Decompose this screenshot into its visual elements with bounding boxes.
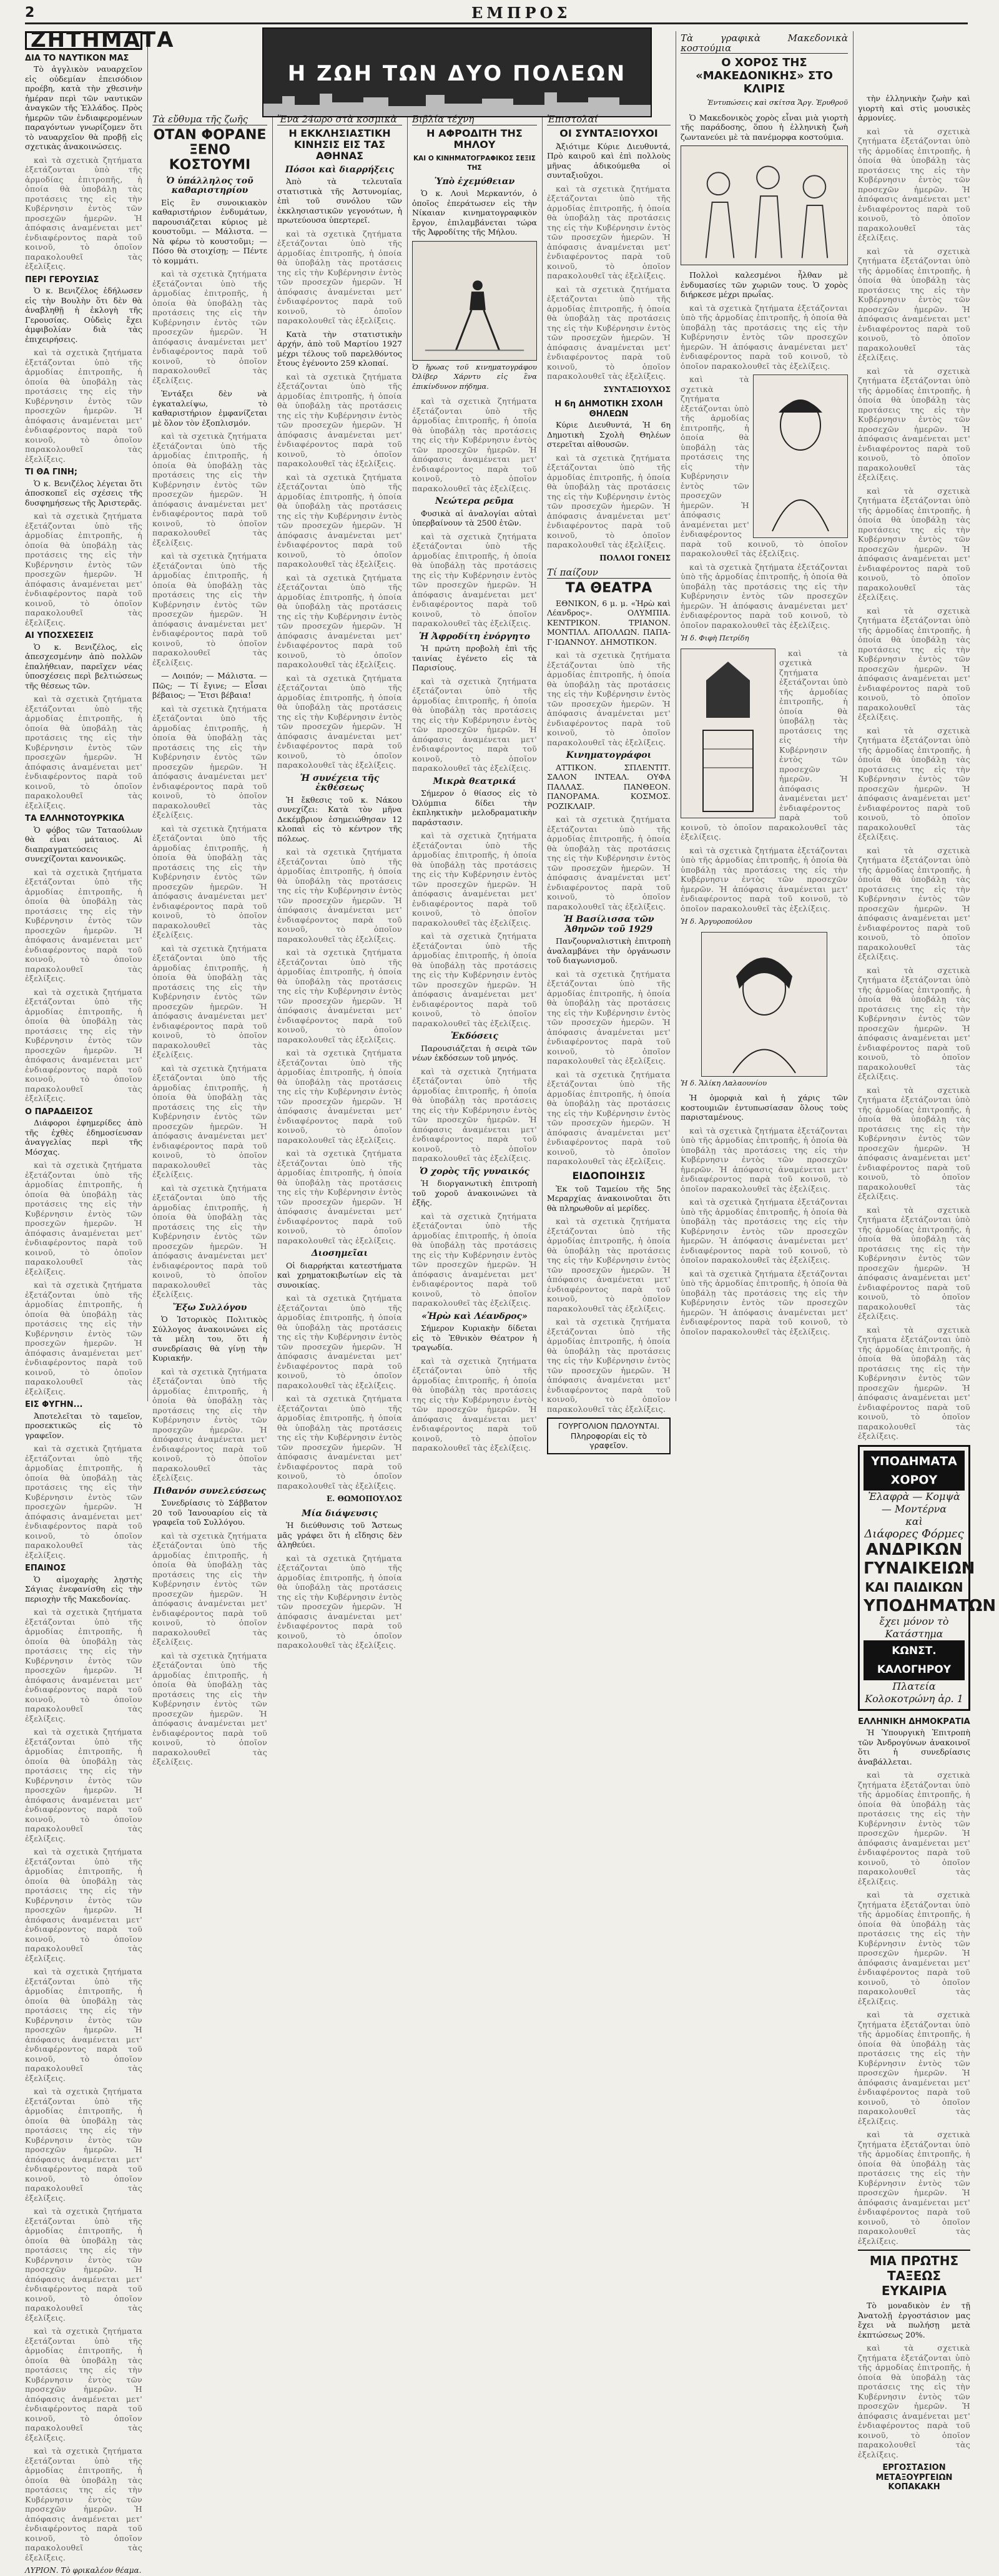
body-text: καὶ τὰ σχετικὰ ζητήματα ἐξετάζονται ὑπὸ τῆς ἁρμοδίας ἐπιτροπῆς, ἡ ὁποία θὰ ὑποβάλῃ τὰς προτάσεις της εἰς τὴν Κυβέρνησιν ἐντὸς τῶν προσεχῶν ἡμερῶν. Ἡ ἀπόφασις ἀναμένεται μετ' ἐνδιαφέροντος παρὰ τοῦ κοινοῦ, τὸ ὁποῖον παρακολουθεῖ τὰς ἐξελίξεις. bbox=[858, 246, 970, 362]
stilt-walker-icon bbox=[413, 242, 536, 360]
section-title: Ὁ ὑπάλληλος τοῦ καθαριστηρίου bbox=[166, 175, 253, 195]
article-credit: Ἐντυπώσεις καὶ σκίτσα Ἄργ. Ἐρυθροῦ bbox=[707, 98, 848, 107]
newspaper-name: ΕΜΠΡΟΣ bbox=[471, 4, 571, 22]
body-text: καὶ τὰ σχετικὰ ζητήματα ἐξετάζονται ὑπὸ τῆς ἁρμοδίας ἐπιτροπῆς, ἡ ὁποία θὰ ὑποβάλῃ τὰς προτάσεις της εἰς τὴν Κυβέρνησιν ἐντὸς τῶν προσεχῶν ἡμερῶν. Ἡ ἀπόφασις ἀναμένεται μετ' ἐνδιαφέροντος παρὰ τοῦ κοινοῦ, τὸ ὁποῖον παρακολουθεῖ τὰς ἐξελίξεις. bbox=[277, 948, 402, 1044]
body-text: καὶ τὰ σχετικὰ ζητήματα ἐξετάζονται ὑπὸ τῆς ἁρμοδίας ἐπιτροπῆς, ἡ ὁποία θὰ ὑποβάλῃ τὰς προτάσεις της εἰς τὴν Κυβέρνησιν ἐντὸς τῶν προσεχῶν ἡμερῶν. Ἡ ἀπόφασις ἀναμένεται μετ' ἐνδιαφέροντος παρὰ τοῦ κοινοῦ, τὸ ὁποῖον παρακολουθεῖ τὰς ἐξελίξεις. bbox=[412, 531, 537, 628]
section-header: ΖΗΤΗΜΑΤΑ bbox=[25, 31, 142, 50]
body-text: καὶ τὰ σχετικὰ ζητήματα ἐξετάζονται ὑπὸ τῆς ἁρμοδίας ἐπιτροπῆς, ἡ ὁποία θὰ ὑποβάλῃ τὰς προτάσεις της εἰς τὴν Κυβέρνησιν ἐντὸς τῶν προσεχῶν ἡμερῶν. Ἡ ἀπόφασις ἀναμένεται μετ' ἐνδιαφέροντος παρὰ τοῦ κοινοῦ, τὸ ὁποῖον παρακολουθεῖ τὰς ἐξελίξεις. bbox=[152, 1063, 267, 1179]
photo-caption: Ἡ δ. Ἀργυροπούλου bbox=[681, 917, 752, 926]
body-text: καὶ τὰ σχετικὰ ζητήματα ἐξετάζονται ὑπὸ τῆς ἁρμοδίας ἐπιτροπῆς, ἡ ὁποία θὰ ὑποβάλῃ τὰς προτάσεις της εἰς τὴν Κυβέρνησιν ἐντὸς τῶν προσεχῶν ἡμερῶν. Ἡ ἀπόφασις ἀναμένεται μετ' ἐνδιαφέροντος παρὰ τοῦ κοινοῦ, τὸ ὁποῖον παρακολουθεῖ τὰς ἐξελίξεις. bbox=[858, 2130, 970, 2246]
body-text: καὶ τὰ σχετικὰ ζητήματα ἐξετάζονται ὑπὸ τῆς ἁρμοδίας ἐπιτροπῆς, ἡ ὁποία θὰ ὑποβάλῃ τὰς προτάσεις της εἰς τὴν Κυβέρνησιν ἐντὸς τῶν προσεχῶν ἡμερῶν. Ἡ ἀπόφασις ἀναμένεται μετ' ἐνδιαφέροντος παρὰ τοῦ κοινοῦ, τὸ ὁποῖον παρακολουθεῖ τὰς ἐξελίξεις. bbox=[277, 572, 402, 669]
ad-address: Πλατεία Κολοκοτρώνη ἀρ. 1 bbox=[865, 1680, 963, 1705]
body-text: Πανζουρναλιστικὴ ἐπιτροπὴ ἀναλαμβάνει τὴν ὀργάνωσιν τοῦ διαγωνισμοῦ. bbox=[547, 936, 671, 965]
body-text: Κύριε Διευθυντά, Ἡ 6η Δημοτικὴ Σχολὴ Θηλέων στερεῖται αἰθουσῶν. bbox=[547, 420, 671, 449]
body-text: καὶ τὰ σχετικὰ ζητήματα ἐξετάζονται ὑπὸ τῆς ἁρμοδίας ἐπιτροπῆς, ἡ ὁποία θὰ ὑποβάλῃ τὰς προτάσεις της εἰς τὴν Κυβέρνησιν ἐντὸς τῶν προσεχῶν ἡμερῶν. Ἡ ἀπόφασις ἀναμένεται μετ' ἐνδιαφέροντος παρὰ τοῦ κοινοῦ, τὸ ὁποῖον παρακολουθεῖ τὰς ἐξελίξεις. bbox=[277, 1148, 402, 1245]
column-6 bbox=[681, 31, 848, 1401]
body-text: καὶ τὰ σχετικὰ ζητήματα ἐξετάζονται ὑπὸ τῆς ἁρμοδίας ἐπιτροπῆς, ἡ ὁποία θὰ ὑποβάλῃ τὰς προτάσεις της εἰς τὴν Κυβέρνησιν ἐντὸς τῶν προσεχῶν ἡμερῶν. Ἡ ἀπόφασις ἀναμένεται μετ' ἐνδιαφέροντος παρὰ τοῦ κοινοῦ, τὸ ὁποῖον παρακολουθεῖ τὰς ἐξελίξεις. bbox=[858, 1085, 970, 1201]
column-rule bbox=[272, 31, 273, 1401]
woman-portrait-icon bbox=[754, 375, 847, 537]
kicker: Ἐπιστολαί bbox=[547, 115, 671, 125]
body-text: Ἐντάξει δὲν νὰ ἐγκαταλείψω, τὸ καθαριστήριον ἐμφανίζεται μὲ ὅλον τὸν ἐξοπλισμόν. bbox=[152, 389, 267, 428]
section-title: Ὑπὸ ἐχεμύθειαν bbox=[434, 176, 515, 187]
article-title: ΜΙΑ ΠΡΩΤΗΣ ΤΑΞΕΩΣ ΕΥΚΑΙΡΙΑ bbox=[858, 2250, 970, 2298]
section-title: Ἔξω Συλλόγου bbox=[172, 1302, 247, 1313]
body-text: Παρουσιάζεται ἡ σειρὰ τῶν νέων ἐκδόσεων τοῦ μηνός. bbox=[412, 1043, 537, 1062]
item-text: Ὁ κ. Βενιζέλος λέγεται ὅτι ἀποσκοπεῖ εἰς σχέσεις τῆς δυσφημήσεως τῆς Ἀριστερᾶς. bbox=[25, 478, 142, 507]
body-text: Συνεδρίασις τὸ Σάββατον 20 τοῦ Ἰανουαρίου εἰς τὰ γραφεῖα τοῦ Συλλόγου. bbox=[152, 1498, 267, 1527]
body-text: καὶ τὰ σχετικὰ ζητήματα ἐξετάζονται ὑπὸ τῆς ἁρμοδίας ἐπιτροπῆς, ἡ ὁποία θὰ ὑποβάλῃ τὰς προτάσεις της εἰς τὴν Κυβέρνησιν ἐντὸς τῶν προσεχῶν ἡμερῶν. Ἡ ἀπόφασις ἀναμένεται μετ' ἐνδιαφέροντος παρὰ τοῦ κοινοῦ, τὸ ὁποῖον παρακολουθεῖ τὰς ἐξελίξεις. bbox=[25, 1847, 142, 1963]
section-title: «Ἡρὼ καὶ Λέανδρος» bbox=[421, 1311, 528, 1321]
body-text: καὶ τὰ σχετικὰ ζητήματα ἐξετάζονται ὑπὸ τῆς ἁρμοδίας ἐπιτροπῆς, ἡ ὁποία θὰ ὑποβάλῃ τὰς προτάσεις της εἰς τὴν Κυβέρνησιν ἐντὸς τῶν προσεχῶν ἡμερῶν. Ἡ ἀπόφασις ἀναμένεται μετ' ἐνδιαφέροντος παρὰ τοῦ κοινοῦ, τὸ ὁποῖον παρακολουθεῖ τὰς ἐξελίξεις. bbox=[25, 348, 142, 464]
body-text: Ἡ Ὑπουργικὴ Ἐπιτροπὴ τῶν Ἀνδρογύνων ἀνακοινοῖ ὅτι ἡ συνεδρίασις ἀναβάλλεται. bbox=[858, 1728, 970, 1766]
body-text: ΑΤΤΙΚΟΝ. ΣΠΛΕΝΤΙΤ. ΣΑΛΟΝ ΙΝΤΕΑΛ. ΟΥΦΑ ΠΑΛΛΑΣ. ΠΑΝΘΕΟΝ. ΠΑΝΟΡΑΜΑ. ΚΟΣΜΟΣ. ΡΟΖΙΚΛΑΙΡ. bbox=[547, 762, 671, 811]
dancers-sketch-icon bbox=[681, 146, 847, 265]
section-title: Πόσοι καὶ διαρρήξεις bbox=[285, 164, 395, 175]
body-text: καὶ τὰ σχετικὰ ζητήματα ἐξετάζονται ὑπὸ τῆς ἁρμοδίας ἐπιτροπῆς, ἡ ὁποία θὰ ὑποβάλῃ τὰς προτάσεις της εἰς τὴν Κυβέρνησιν ἐντὸς τῶν προσεχῶν ἡμερῶν. Ἡ ἀπόφασις ἀναμένεται μετ' ἐνδιαφέροντος παρὰ τοῦ κοινοῦ, τὸ ὁποῖον παρακολουθεῖ τὰς ἐξελίξεις. bbox=[681, 1197, 848, 1265]
body-text: καὶ τὰ σχετικὰ ζητήματα ἐξετάζονται ὑπὸ τῆς ἁρμοδίας ἐπιτροπῆς, ἡ ὁποία θὰ ὑποβάλῃ τὰς προτάσεις της εἰς τὴν Κυβέρνησιν ἐντὸς τῶν προσεχῶν ἡμερῶν. Ἡ ἀπόφασις ἀναμένεται μετ' ἐνδιαφέροντος παρὰ τοῦ κοινοῦ, τὸ ὁποῖον παρακολουθεῖ τὰς ἐξελίξεις. bbox=[858, 965, 970, 1081]
article-title: ΤΑ ΘΕΑΤΡΑ bbox=[565, 580, 652, 596]
body-text: Εἰς ἓν συνοικιακὸν καθαριστήριον ἐνδυμάτων, παρουσιάζεται κύριος μὲ κουστοῦμι. — Μάλιστα. — Νὰ φέρω τὸ κουστοῦμι; — Πόσο θὰ στοιχίσῃ; — Πέντε τὸ κομμάτι. bbox=[152, 197, 267, 265]
body-text: καὶ τὰ σχετικὰ ζητήματα ἐξετάζονται ὑπὸ τῆς ἁρμοδίας ἐπιτροπῆς, ἡ ὁποία θὰ ὑποβάλῃ τὰς προτάσεις της εἰς τὴν Κυβέρνησιν ἐντὸς τῶν προσεχῶν ἡμερῶν. Ἡ ἀπόφασις ἀναμένεται μετ' ἐνδιαφέροντος παρὰ τοῦ κοινοῦ, τὸ ὁποῖον παρακολουθεῖ τὰς ἐξελίξεις. bbox=[25, 155, 142, 271]
body-text: καὶ τὰ σχετικὰ ζητήματα ἐξετάζονται ὑπὸ τῆς ἁρμοδίας ἐπιτροπῆς, ἡ ὁποία θὰ ὑποβάλῃ τὰς προτάσεις της εἰς τὴν Κυβέρνησιν ἐντὸς τῶν προσεχῶν ἡμερῶν. Ἡ ἀπόφασις ἀναμένεται μετ' ἐνδιαφέροντος παρὰ τοῦ κοινοῦ, τὸ ὁποῖον παρακολουθεῖ τὰς ἐξελίξεις. bbox=[152, 1530, 267, 1647]
banner-illustration bbox=[262, 27, 652, 117]
body-text: Ἡ ἔκθεσις τοῦ κ. Νάκου συνεχίζει: Κατὰ τὸν μῆνα Δεκέμβριον ἐσημειώθησαν 12 κλοπαὶ εἰς τὸ κέντρον τῆς πόλεως. bbox=[277, 795, 402, 843]
body-text: καὶ τὰ σχετικὰ ζητήματα ἐξετάζονται ὑπὸ τῆς ἁρμοδίας ἐπιτροπῆς, ἡ ὁποία θὰ ὑποβάλῃ τὰς προτάσεις της εἰς τὴν Κυβέρνησιν ἐντὸς τῶν προσεχῶν ἡμερῶν. Ἡ ἀπόφασις ἀναμένεται μετ' ἐνδιαφέροντος παρὰ τοῦ κοινοῦ, τὸ ὁποῖον παρακολουθεῖ τὰς ἐξελίξεις. bbox=[681, 1125, 848, 1193]
body-text: Ἀξιότιμε Κύριε Διευθυντά, Πρὸ καιροῦ καὶ ἐπὶ πολλοὺς μῆνας ἀδικούμεθα οἱ συνταξιοῦχοι. bbox=[547, 141, 671, 180]
body-text: Ἐκ τοῦ Ταμείου τῆς 5ης Μεραρχίας ἀνακοινοῦται ὅτι θὰ πληρωθοῦν αἱ μερίδες. bbox=[547, 1183, 671, 1213]
banner-title: Η ΖΩΗ ΤΩΝ ΔΥΟ ΠΟΛΕΩΝ bbox=[287, 61, 627, 86]
body-text: Τὸ μοναδικὸν ἐν τῇ Ἀνατολῇ ἐργοστάσιον μας ἔχει νὰ πωλήσῃ μετὰ ἐκπτώσεως 20%. bbox=[858, 2301, 970, 2339]
body-text: καὶ τὰ σχετικὰ ζητήματα ἐξετάζονται ὑπὸ τῆς ἁρμοδίας ἐπιτροπῆς, ἡ ὁποία θὰ ὑποβάλῃ τὰς προτάσεις της εἰς τὴν Κυβέρνησιν ἐντὸς τῶν προσεχῶν ἡμερῶν. Ἡ ἀπόφασις ἀναμένεται μετ' ἐνδιαφέροντος παρὰ τοῦ κοινοῦ, τὸ ὁποῖον παρακολουθεῖ τὰς ἐξελίξεις. bbox=[681, 1268, 848, 1336]
body-text: καὶ τὰ σχετικὰ ζητήματα ἐξετάζονται ὑπὸ τῆς ἁρμοδίας ἐπιτροπῆς, ἡ ὁποία θὰ ὑποβάλῃ τὰς προτάσεις της εἰς τὴν Κυβέρνησιν ἐντὸς τῶν προσεχῶν ἡμερῶν. Ἡ ἀπόφασις ἀναμένεται μετ' ἐνδιαφέροντος παρὰ τοῦ κοινοῦ, τὸ ὁποῖον παρακολουθεῖ τὰς ἐξελίξεις. bbox=[25, 1607, 142, 1723]
ad-title: ΥΠΟΔΗΜΑΤΑ ΧΟΡΟΥ bbox=[864, 1451, 965, 1491]
item-text: Τὸ ἀγγλικὸν ναυαρχεῖον εἰς οὐδεμίαν ἐπεισόδιον προέβη, κατὰ τὴν χθεσινὴν ἡμέραν περὶ τῶν ναυτικῶν ἀναγκῶν τῆς Ἑλλάδος. Πρὸς ἡμερῶν τῶν ἐνδιαφερομένων παραγόντων γνωρίζομεν ὅτι τὸ ναυαρχεῖον θὰ προβῇ εἰς σχετικὰς ἀνακοινώσεις. bbox=[25, 64, 142, 151]
section-title: Διοσημεῖαι bbox=[311, 1248, 368, 1258]
body-text: καὶ τὰ σχετικὰ ζητήματα ἐξετάζονται ὑπὸ τῆς ἁρμοδίας ἐπιτροπῆς, ἡ ὁποία θὰ ὑποβάλῃ τὰς προτάσεις της εἰς τὴν Κυβέρνησιν ἐντὸς τῶν προσεχῶν ἡμερῶν. Ἡ ἀπόφασις ἀναμένεται μετ' ἐνδιαφέροντος παρὰ τοῦ κοινοῦ, τὸ ὁποῖον παρακολουθεῖ τὰς ἐξελίξεις. bbox=[152, 431, 267, 547]
article-title: ΕΙΔΟΠΟΙΗΣΙΣ bbox=[572, 1169, 646, 1182]
item-title: ΔΙΑ ΤΟ ΝΑΥΤΙΚΟΝ ΜΑΣ bbox=[25, 53, 129, 63]
letter-signature: ΣΥΝΤΑΞΙΟΥΧΟΣ bbox=[603, 384, 671, 394]
body-text: Πολλοὶ καλεσμένοι ἦλθαν μὲ ἐνδυμασίες τῶν χωριῶν τους. Ὁ χορὸς διήρκεσε μέχρι πρωΐας. bbox=[681, 270, 848, 299]
column-2 bbox=[152, 112, 267, 1766]
body-text: καὶ τὰ σχετικὰ ζητήματα ἐξετάζονται ὑπὸ τῆς ἁρμοδίας ἐπιτροπῆς, ἡ ὁποία θὰ ὑποβάλῃ τὰς προτάσεις της εἰς τὴν Κυβέρνησιν ἐντὸς τῶν προσεχῶν ἡμερῶν. Ἡ ἀπόφασις ἀναμένεται μετ' ἐνδιαφέροντος παρὰ τοῦ κοινοῦ, τὸ ὁποῖον παρακολουθεῖ τὰς ἐξελίξεις. bbox=[858, 605, 970, 722]
ad-line: ΓΥΝΑΙΚΕΙΩΝ bbox=[864, 1559, 975, 1578]
kicker: Τί παίζουν bbox=[547, 568, 671, 579]
kicker: Τὰ γραφικὰ Μακεδονικὰ κοστούμια bbox=[681, 32, 848, 54]
letter-signature: ΠΟΛΛΟΙ ΓΟΝΕΙΣ bbox=[599, 553, 671, 562]
body-text: καὶ τὰ σχετικὰ ζητήματα ἐξετάζονται ὑπὸ τῆς ἁρμοδίας ἐπιτροπῆς, ἡ ὁποία θὰ ὑποβάλῃ τὰς προτάσεις της εἰς τὴν Κυβέρνησιν ἐντὸς τῶν προσεχῶν ἡμερῶν. Ἡ ἀπόφασις ἀναμένεται μετ' ἐνδιαφέροντος παρὰ τοῦ κοινοῦ, τὸ ὁποῖον παρακολουθεῖ τὰς ἐξελίξεις. bbox=[547, 650, 671, 747]
sketch-portrait-1 bbox=[753, 375, 848, 538]
column-4 bbox=[412, 112, 537, 1482]
body-text: Ἡ ὀμορφιὰ καὶ ἡ χάρις τῶν κοστουμιῶν ἐντυπωσίασαν ὅλους τοὺς παρισταμένους. bbox=[681, 1093, 848, 1122]
item-text: Ὁ αἰμοχαρὴς λῃστὴς Σάγιας ἐνεφανίσθη εἰς τὴν περιοχὴν τῆς Μακεδονίας. bbox=[25, 1574, 142, 1604]
body-text: καὶ τὰ σχετικὰ ζητήματα ἐξετάζονται ὑπὸ τῆς ἁρμοδίας ἐπιτροπῆς, ἡ ὁποία θὰ ὑποβάλῃ τὰς προτάσεις της εἰς τὴν Κυβέρνησιν ἐντὸς τῶν προσεχῶν ἡμερῶν. Ἡ ἀπόφασις ἀναμένεται μετ' ἐνδιαφέροντος παρὰ τοῦ κοινοῦ, τὸ ὁποῖον παρακολουθεῖ τὰς ἐξελίξεις. bbox=[681, 375, 848, 558]
body-text: καὶ τὰ σχετικὰ ζητήματα ἐξετάζονται ὑπὸ τῆς ἁρμοδίας ἐπιτροπῆς, ἡ ὁποία θὰ ὑποβάλῃ τὰς προτάσεις της εἰς τὴν Κυβέρνησιν ἐντὸς τῶν προσεχῶν ἡμερῶν. Ἡ ἀπόφασις ἀναμένεται μετ' ἐνδιαφέροντος παρὰ τοῦ κοινοῦ, τὸ ὁποῖον παρακολουθεῖ τὰς ἐξελίξεις. bbox=[547, 184, 671, 280]
section-title: Νεώτερα ρεῦμα bbox=[435, 496, 514, 506]
body-text: καὶ τὰ σχετικὰ ζητήματα ἐξετάζονται ὑπὸ τῆς ἁρμοδίας ἐπιτροπῆς, ἡ ὁποία θὰ ὑποβάλῃ τὰς προτάσεις της εἰς τὴν Κυβέρνησιν ἐντὸς τῶν προσεχῶν ἡμερῶν. Ἡ ἀπόφασις ἀναμένεται μετ' ἐνδιαφέροντος παρὰ τοῦ κοινοῦ, τὸ ὁποῖον παρακολουθεῖ τὰς ἐξελίξεις. bbox=[547, 1069, 671, 1166]
body-text: καὶ τὰ σχετικὰ ζητήματα ἐξετάζονται ὑπὸ τῆς ἁρμοδίας ἐπιτροπῆς, ἡ ὁποία θὰ ὑποβάλῃ τὰς προτάσεις της εἰς τὴν Κυβέρνησιν ἐντὸς τῶν προσεχῶν ἡμερῶν. Ἡ ἀπόφασις ἀναμένεται μετ' ἐνδιαφέροντος παρὰ τοῦ κοινοῦ, τὸ ὁποῖον παρακολουθεῖ τὰς ἐξελίξεις. bbox=[25, 867, 142, 983]
ad-line: ΑΝΔΡΙΚΩΝ bbox=[865, 1540, 963, 1559]
body-text: ΕΘΝΙΚΟΝ, 6 μ. μ. «Ἡρὼ καὶ Λέανδρος». ΟΛΥΜΠΙΑ. ΚΕΝΤΡΙΚΟΝ. ΤΡΙΑΝΟΝ. ΜΟΝΤΙΛΛ. ΑΠΟΛΛΩΝ. ΠΑΠΑ-Γ·ΙΩΑΝΝΟΥ. ΔΗΜΟΤΙΚΟΝ. bbox=[547, 598, 671, 647]
article-title: ΟΤΑΝ ΦΟΡΑΝΕ ΞΕΝΟ ΚΟΣΤΟΥΜΙ bbox=[153, 127, 267, 173]
body-text: καὶ τὰ σχετικὰ ζητήματα ἐξετάζονται ὑπὸ τῆς ἁρμοδίας ἐπιτροπῆς, ἡ ὁποία θὰ ὑποβάλῃ τὰς προτάσεις της εἰς τὴν Κυβέρνησιν ἐντὸς τῶν προσεχῶν ἡμερῶν. Ἡ ἀπόφασις ἀναμένεται μετ' ἐνδιαφέροντος παρὰ τοῦ κοινοῦ, τὸ ὁποῖον παρακολουθεῖ τὰς ἐξελίξεις. bbox=[412, 1356, 537, 1452]
body-text: Ἀπὸ τὰ τελευταῖα στατιστικὰ τῆς Ἀστυνομίας, ἐπὶ τοῦ συνόλου τῶν ἐκκλησιαστικῶν γεγονότων, ἡ πρωτεύουσα ὑπερτερεῖ. bbox=[277, 177, 402, 225]
item-title: ΑΙ ΥΠΟΣΧΕΣΕΙΣ bbox=[25, 631, 94, 640]
body-text: καὶ τὰ σχετικὰ ζητήματα ἐξετάζονται ὑπὸ τῆς ἁρμοδίας ἐπιτροπῆς, ἡ ὁποία θὰ ὑποβάλῃ τὰς προτάσεις της εἰς τὴν Κυβέρνησιν ἐντὸς τῶν προσεχῶν ἡμερῶν. Ἡ ἀπόφασις ἀναμένεται μετ' ἐνδιαφέροντος παρὰ τοῦ κοινοῦ, τὸ ὁποῖον παρακολουθεῖ τὰς ἐξελίξεις. bbox=[277, 847, 402, 944]
body-text: καὶ τὰ σχετικὰ ζητήματα ἐξετάζονται ὑπὸ τῆς ἁρμοδίας ἐπιτροπῆς, ἡ ὁποία θὰ ὑποβάλῃ τὰς προτάσεις της εἰς τὴν Κυβέρνησιν ἐντὸς τῶν προσεχῶν ἡμερῶν. Ἡ ἀπόφασις ἀναμένεται μετ' ἐνδιαφέροντος παρὰ τοῦ κοινοῦ, τὸ ὁποῖον παρακολουθεῖ τὰς ἐξελίξεις. bbox=[547, 815, 671, 911]
photo-caption: Ὁ ἥρωας τοῦ κινηματογράφου Ὀλίβερ Χάρντυ εἰς ἓνα ἐπικίνδυνον πήδημα. bbox=[412, 362, 537, 391]
body-text: Φυσικὰ αἱ ἀναλογίαι αὐταὶ ὑπερβαίνουν τὰ 2500 ἐτῶν. bbox=[412, 508, 537, 527]
body-text: καὶ τὰ σχετικὰ ζητήματα ἐξετάζονται ὑπὸ τῆς ἁρμοδίας ἐπιτροπῆς, ἡ ὁποία θὰ ὑποβάλῃ τὰς προτάσεις της εἰς τὴν Κυβέρνησιν ἐντὸς τῶν προσεχῶν ἡμερῶν. Ἡ ἀπόφασις ἀναμένεται μετ' ἐνδιαφέροντος παρὰ τοῦ κοινοῦ, τὸ ὁποῖον παρακολουθεῖ τὰς ἐξελίξεις. bbox=[412, 1211, 537, 1308]
body-text: καὶ τὰ σχετικὰ ζητήματα ἐξετάζονται ὑπὸ τῆς ἁρμοδίας ἐπιτροπῆς, ἡ ὁποία θὰ ὑποβάλῃ τὰς προτάσεις της εἰς τὴν Κυβέρνησιν ἐντὸς τῶν προσεχῶν ἡμερῶν. Ἡ ἀπόφασις ἀναμένεται μετ' ἐνδιαφέροντος παρὰ τοῦ κοινοῦ, τὸ ὁποῖον παρακολουθεῖ τὰς ἐξελίξεις. bbox=[681, 845, 848, 913]
body-text: καὶ τὰ σχετικὰ ζητήματα ἐξετάζονται ὑπὸ τῆς ἁρμοδίας ἐπιτροπῆς, ἡ ὁποία θὰ ὑποβάλῃ τὰς προτάσεις της εἰς τὴν Κυβέρνησιν ἐντὸς τῶν προσεχῶν ἡμερῶν. Ἡ ἀπόφασις ἀναμένεται μετ' ἐνδιαφέροντος παρὰ τοῦ κοινοῦ, τὸ ὁποῖον παρακολουθεῖ τὰς ἐξελίξεις. bbox=[25, 2446, 142, 2562]
photo-stilts bbox=[412, 241, 537, 361]
item-title: ΕΠΑΙΝΟΣ bbox=[25, 1564, 66, 1573]
kicker: Βιβλία τέχνη bbox=[412, 115, 537, 125]
body-text: καὶ τὰ σχετικὰ ζητήματα ἐξετάζονται ὑπὸ τῆς ἁρμοδίας ἐπιτροπῆς, ἡ ὁποία θὰ ὑποβάλῃ τὰς προτάσεις της εἰς τὴν Κυβέρνησιν ἐντὸς τῶν προσεχῶν ἡμερῶν. Ἡ ἀπόφασις ἀναμένεται μετ' ἐνδιαφέροντος παρὰ τοῦ κοινοῦ, τὸ ὁποῖον παρακολουθεῖ τὰς ἐξελίξεις. bbox=[25, 1967, 142, 2083]
body-text: καὶ τὰ σχετικὰ ζητήματα ἐξετάζονται ὑπὸ τῆς ἁρμοδίας ἐπιτροπῆς, ἡ ὁποία θὰ ὑποβάλῃ τὰς προτάσεις της εἰς τὴν Κυβέρνησιν ἐντὸς τῶν προσεχῶν ἡμερῶν. Ἡ ἀπόφασις ἀναμένεται μετ' ἐνδιαφέροντος παρὰ τοῦ κοινοῦ, τὸ ὁποῖον παρακολουθεῖ τὰς ἐξελίξεις. bbox=[858, 1890, 970, 2006]
body-text: καὶ τὰ σχετικὰ ζητήματα ἐξετάζονται ὑπὸ τῆς ἁρμοδίας ἐπιτροπῆς, ἡ ὁποία θὰ ὑποβάλῃ τὰς προτάσεις της εἰς τὴν Κυβέρνησιν ἐντὸς τῶν προσεχῶν ἡμερῶν. Ἡ ἀπόφασις ἀναμένεται μετ' ἐνδιαφέροντος παρὰ τοῦ κοινοῦ, τὸ ὁποῖον παρακολουθεῖ τὰς ἐξελίξεις. bbox=[681, 562, 848, 630]
column-1 bbox=[25, 27, 175, 2575]
section-title: Ὁ χορὸς τῆς γυναικός bbox=[419, 1166, 530, 1177]
body-text: καὶ τὰ σχετικὰ ζητήματα ἐξετάζονται ὑπὸ τῆς ἁρμοδίας ἐπιτροπῆς, ἡ ὁποία θὰ ὑποβάλῃ τὰς προτάσεις της εἰς τὴν Κυβέρνησιν ἐντὸς τῶν προσεχῶν ἡμερῶν. Ἡ ἀπόφασις ἀναμένεται μετ' ἐνδιαφέροντος παρὰ τοῦ κοινοῦ, τὸ ὁποῖον παρακολουθεῖ τὰς ἐξελίξεις. bbox=[152, 703, 267, 820]
item-text: Ἀποτελεῖται τὸ ταμεῖον, προσεκτικῶς εἰς τὸ γραφεῖον. bbox=[25, 1411, 142, 1440]
body-text: καὶ τὰ σχετικὰ ζητήματα ἐξετάζονται ὑπὸ τῆς ἁρμοδίας ἐπιτροπῆς, ἡ ὁποία θὰ ὑποβάλῃ τὰς προτάσεις της εἰς τὴν Κυβέρνησιν ἐντὸς τῶν προσεχῶν ἡμερῶν. Ἡ ἀπόφασις ἀναμένεται μετ' ἐνδιαφέροντος παρὰ τοῦ κοινοῦ, τὸ ὁποῖον παρακολουθεῖ τὰς ἐξελίξεις. bbox=[152, 269, 267, 385]
ad-line: ΚΑΙ ΠΑΙΔΙΚΩΝ bbox=[865, 1579, 963, 1595]
body-text: καὶ τὰ σχετικὰ ζητήματα ἐξετάζονται ὑπὸ τῆς ἁρμοδίας ἐπιτροπῆς, ἡ ὁποία θὰ ὑποβάλῃ τὰς προτάσεις της εἰς τὴν Κυβέρνησιν ἐντὸς τῶν προσεχῶν ἡμερῶν. Ἡ ἀπόφασις ἀναμένεται μετ' ἐνδιαφέροντος παρὰ τοῦ κοινοῦ, τὸ ὁποῖον παρακολουθεῖ τὰς ἐξελίξεις. bbox=[25, 2206, 142, 2323]
advertisement: ΓΟΥΡΓΟΛΙΟΝ ΠΩΛΟΥΝΤΑΙ. Πληροφορίαι εἰς τὸ γραφεῖον. bbox=[547, 1418, 671, 1454]
body-text: καὶ τὰ σχετικὰ ζητήματα ἐξετάζονται ὑπὸ τῆς ἁρμοδίας ἐπιτροπῆς, ἡ ὁποία θὰ ὑποβάλῃ τὰς προτάσεις της εἰς τὴν Κυβέρνησιν ἐντὸς τῶν προσεχῶν ἡμερῶν. Ἡ ἀπόφασις ἀναμένεται μετ' ἐνδιαφέροντος παρὰ τοῦ κοινοῦ, τὸ ὁποῖον παρακολουθεῖ τὰς ἐξελίξεις. bbox=[152, 1183, 267, 1299]
body-text: καὶ τὰ σχετικὰ ζητήματα ἐξετάζονται ὑπὸ τῆς ἁρμοδίας ἐπιτροπῆς, ἡ ὁποία θὰ ὑποβάλῃ τὰς προτάσεις της εἰς τὴν Κυβέρνησιν ἐντὸς τῶν προσεχῶν ἡμερῶν. Ἡ ἀπόφασις ἀναμένεται μετ' ἐνδιαφέροντος παρὰ τοῦ κοινοῦ, τὸ ὁποῖον παρακολουθεῖ τὰς ἐξελίξεις. bbox=[547, 284, 671, 381]
body-text: καὶ τὰ σχετικὰ ζητήματα ἐξετάζονται ὑπὸ τῆς ἁρμοδίας ἐπιτροπῆς, ἡ ὁποία θὰ ὑποβάλῃ τὰς προτάσεις της εἰς τὴν Κυβέρνησιν ἐντὸς τῶν προσεχῶν ἡμερῶν. Ἡ ἀπόφασις ἀναμένεται μετ' ἐνδιαφέροντος παρὰ τοῦ κοινοῦ, τὸ ὁποῖον παρακολουθεῖ τὰς ἐξελίξεις. bbox=[277, 371, 402, 468]
body-text: Σήμερον Κυριακὴν δίδεται εἰς τὸ Ἐθνικὸν Θέατρον ἡ τραγωδία. bbox=[412, 1323, 537, 1352]
body-text: καὶ τὰ σχετικὰ ζητήματα ἐξετάζονται ὑπὸ τῆς ἁρμοδίας ἐπιτροπῆς, ἡ ὁποία θὰ ὑποβάλῃ τὰς προτάσεις της εἰς τὴν Κυβέρνησιν ἐντὸς τῶν προσεχῶν ἡμερῶν. Ἡ ἀπόφασις ἀναμένεται μετ' ἐνδιαφέροντος παρὰ τοῦ κοινοῦ, τὸ ὁποῖον παρακολουθεῖ τὰς ἐξελίξεις. bbox=[152, 1366, 267, 1482]
column-3 bbox=[277, 112, 402, 1650]
ad-line: ἔχει μόνον τὸ Κατάστημα bbox=[879, 1615, 949, 1640]
body-text: καὶ τὰ σχετικὰ ζητήματα ἐξετάζονται ὑπὸ τῆς ἁρμοδίας ἐπιτροπῆς, ἡ ὁποία θὰ ὑποβάλῃ τὰς προτάσεις της εἰς τὴν Κυβέρνησιν ἐντὸς τῶν προσεχῶν ἡμερῶν. Ἡ ἀπόφασις ἀναμένεται μετ' ἐνδιαφέροντος παρὰ τοῦ κοινοῦ, τὸ ὁποῖον παρακολουθεῖ τὰς ἐξελίξεις. bbox=[858, 1205, 970, 1321]
sketch-dancers bbox=[681, 145, 848, 265]
body-text: καὶ τὰ σχετικὰ ζητήματα ἐξετάζονται ὑπὸ τῆς ἁρμοδίας ἐπιτροπῆς, ἡ ὁποία θὰ ὑποβάλῃ τὰς προτάσεις της εἰς τὴν Κυβέρνησιν ἐντὸς τῶν προσεχῶν ἡμερῶν. Ἡ ἀπόφασις ἀναμένεται μετ' ἐνδιαφέροντος παρὰ τοῦ κοινοῦ, τὸ ὁποῖον παρακολουθεῖ τὰς ἐξελίξεις. bbox=[858, 1770, 970, 1886]
author-signature: Ε. ΘΩΜΟΠΟΥΛΟΣ bbox=[327, 1494, 402, 1503]
item-text: Διάφοροι ἐφημερίδες ἀπὸ τῆς ἐχθὲς ἐδημοσίευσαν ἀναγγελίας περὶ τῆς Μόσχας. bbox=[25, 1118, 142, 1157]
body-text: καὶ τὰ σχετικὰ ζητήματα ἐξετάζονται ὑπὸ τῆς ἁρμοδίας ἐπιτροπῆς, ἡ ὁποία θὰ ὑποβάλῃ τὰς προτάσεις της εἰς τὴν Κυβέρνησιν ἐντὸς τῶν προσεχῶν ἡμερῶν. Ἡ ἀπόφασις ἀναμένεται μετ' ἐνδιαφέροντος παρὰ τοῦ κοινοῦ, τὸ ὁποῖον παρακολουθεῖ τὰς ἐξελίξεις. bbox=[858, 126, 970, 242]
body-text: Ὁ Ἱστορικὸς Πολιτικὸς Σύλλογος ἀνακοινώνει εἰς τὰ μέλη του, ὅτι ἡ συνεδρίασις θὰ γίνῃ τὴν Κυριακήν. bbox=[152, 1315, 267, 1363]
body-text: καὶ τὰ σχετικὰ ζητήματα ἐξετάζονται ὑπὸ τῆς ἁρμοδίας ἐπιτροπῆς, ἡ ὁποία θὰ ὑποβάλῃ τὰς προτάσεις της εἰς τὴν Κυβέρνησιν ἐντὸς τῶν προσεχῶν ἡμερῶν. Ἡ ἀπόφασις ἀναμένεται μετ' ἐνδιαφέροντος παρὰ τοῦ κοινοῦ, τὸ ὁποῖον παρακολουθεῖ τὰς ἐξελίξεις. bbox=[277, 1048, 402, 1145]
body-text: καὶ τὰ σχετικὰ ζητήματα ἐξετάζονται ὑπὸ τῆς ἁρμοδίας ἐπιτροπῆς, ἡ ὁποία θὰ ὑποβάλῃ τὰς προτάσεις της εἰς τὴν Κυβέρνησιν ἐντὸς τῶν προσεχῶν ἡμερῶν. Ἡ ἀπόφασις ἀναμένεται μετ' ἐνδιαφέροντος παρὰ τοῦ κοινοῦ, τὸ ὁποῖον παρακολουθεῖ τὰς ἐξελίξεις. bbox=[412, 931, 537, 1028]
sketch-portrait-3 bbox=[701, 932, 827, 1077]
section-title: Κινηματογράφοι bbox=[566, 750, 652, 760]
body-text: καὶ τὰ σχετικὰ ζητήματα ἐξετάζονται ὑπὸ τῆς ἁρμοδίας ἐπιτροπῆς, ἡ ὁποία θὰ ὑποβάλῃ τὰς προτάσεις της εἰς τὴν Κυβέρνησιν ἐντὸς τῶν προσεχῶν ἡμερῶν. Ἡ ἀπόφασις ἀναμένεται μετ' ἐνδιαφέροντος παρὰ τοῦ κοινοῦ, τὸ ὁποῖον παρακολουθεῖ τὰς ἐξελίξεις. bbox=[152, 823, 267, 939]
column-rule bbox=[542, 31, 543, 1401]
body-text: — Λοιπόν; — Μάλιστα. — Πῶς; — Τί ἔγινε; — Εἶσαι βέβαιος; — Ἔτσι βέβαια! bbox=[152, 671, 267, 700]
body-text: καὶ τὰ σχετικὰ ζητήματα ἐξετάζονται ὑπὸ τῆς ἁρμοδίας ἐπιτροπῆς, ἡ ὁποία θὰ ὑποβάλῃ τὰς προτάσεις της εἰς τὴν Κυβέρνησιν ἐντὸς τῶν προσεχῶν ἡμερῶν. Ἡ ἀπόφασις ἀναμένεται μετ' ἐνδιαφέροντος παρὰ τοῦ κοινοῦ, τὸ ὁποῖον παρακολουθεῖ τὰς ἐξελίξεις. bbox=[412, 676, 537, 773]
body-text: καὶ τὰ σχετικὰ ζητήματα ἐξετάζονται ὑπὸ τῆς ἁρμοδίας ἐπιτροπῆς, ἡ ὁποία θὰ ὑποβάλῃ τὰς προτάσεις της εἰς τὴν Κυβέρνησιν ἐντὸς τῶν προσεχῶν ἡμερῶν. Ἡ ἀπόφασις ἀναμένεται μετ' ἐνδιαφέροντος παρὰ τοῦ κοινοῦ, τὸ ὁποῖον παρακολουθεῖ τὰς ἐξελίξεις. bbox=[412, 831, 537, 928]
body-text: καὶ τὰ σχετικὰ ζητήματα ἐξετάζονται ὑπὸ τῆς ἁρμοδίας ἐπιτροπῆς, ἡ ὁποία θὰ ὑποβάλῃ τὰς προτάσεις της εἰς τὴν Κυβέρνησιν ἐντὸς τῶν προσεχῶν ἡμερῶν. Ἡ ἀπόφασις ἀναμένεται μετ' ἐνδιαφέροντος παρὰ τοῦ κοινοῦ, τὸ ὁποῖον παρακολουθεῖ τὰς ἐξελίξεις. bbox=[858, 2343, 970, 2459]
ad-line: καὶ bbox=[905, 1515, 923, 1527]
body-text: Ἡ διοργανωτικὴ ἐπιτροπὴ τοῦ χοροῦ ἀνακοινώνει τὰ ἑξῆς. bbox=[412, 1178, 537, 1207]
body-text: καὶ τὰ σχετικὰ ζητήματα ἐξετάζονται ὑπὸ τῆς ἁρμοδίας ἐπιτροπῆς, ἡ ὁποία θὰ ὑποβάλῃ τὰς προτάσεις της εἰς τὴν Κυβέρνησιν ἐντὸς τῶν προσεχῶν ἡμερῶν. Ἡ ἀπόφασις ἀναμένεται μετ' ἐνδιαφέροντος παρὰ τοῦ κοινοῦ, τὸ ὁποῖον παρακολουθεῖ τὰς ἐξελίξεις. bbox=[681, 648, 848, 841]
item-title: Ο ΠΑΡΑΔΕΙΣΟΣ bbox=[25, 1107, 93, 1117]
column-footer: ΛΥΡΙΟΝ. Τὸ φρικαλέον θέαμα. bbox=[25, 2566, 142, 2575]
body-text: καὶ τὰ σχετικὰ ζητήματα ἐξετάζονται ὑπὸ τῆς ἁρμοδίας ἐπιτροπῆς, ἡ ὁποία θὰ ὑποβάλῃ τὰς προτάσεις της εἰς τὴν Κυβέρνησιν ἐντὸς τῶν προσεχῶν ἡμερῶν. Ἡ ἀπόφασις ἀναμένεται μετ' ἐνδιαφέροντος παρὰ τοῦ κοινοῦ, τὸ ὁποῖον παρακολουθεῖ τὰς ἐξελίξεις. bbox=[25, 511, 142, 627]
article-title: Η ΕΚΚΛΗΣΙΑΣΤΙΚΗ ΚΙΝΗΣΙΣ ΕΙΣ ΤΑΣ ΑΘΗΝΑΣ bbox=[288, 127, 391, 162]
section-title: Μία διάψευσις bbox=[302, 1508, 378, 1519]
article-title: Ο ΧΟΡΟΣ ΤΗΣ «ΜΑΚΕΔΟΝΙΚΗΣ» ΣΤΟ ΚΛΙΡΙΣ bbox=[696, 56, 833, 95]
kicker: Τὰ εὔθυμα τῆς ζωῆς bbox=[152, 115, 267, 125]
body-text: Ὁ κ. Λουὶ Μερκαντόν, ὁ ὁποῖος ἐπεράτωσεν εἰς τὴν Νίκαιαν κινηματογραφικὸν ἔργον, ἐπιλαμβάνεται τώρα τῆς Ἀφροδίτης τῆς Μήλου. bbox=[412, 189, 537, 237]
body-text: Ἡ διεύθυνσις τοῦ Ἄστεως μᾶς γράφει ὅτι ἡ εἴδησις δὲν ἀληθεύει. bbox=[277, 1521, 402, 1549]
body-text: καὶ τὰ σχετικὰ ζητήματα ἐξετάζονται ὑπὸ τῆς ἁρμοδίας ἐπιτροπῆς, ἡ ὁποία θὰ ὑποβάλῃ τὰς προτάσεις της εἰς τὴν Κυβέρνησιν ἐντὸς τῶν προσεχῶν ἡμερῶν. Ἡ ἀπόφασις ἀναμένεται μετ' ἐνδιαφέροντος παρὰ τοῦ κοινοῦ, τὸ ὁποῖον παρακολουθεῖ τὰς ἐξελίξεις. bbox=[858, 1325, 970, 1441]
advertiser-name: ΕΡΓΟΣΤΑΣΙΟΝ ΜΕΤΑΞΟΥΡΓΕΙΩΝ ΚΟΠΑΚΑΚΗ bbox=[875, 2463, 953, 2492]
body-text: καὶ τὰ σχετικὰ ζητήματα ἐξετάζονται ὑπὸ τῆς ἁρμοδίας ἐπιτροπῆς, ἡ ὁποία θὰ ὑποβάλῃ τὰς προτάσεις της εἰς τὴν Κυβέρνησιν ἐντὸς τῶν προσεχῶν ἡμερῶν. Ἡ ἀπόφασις ἀναμένεται μετ' ἐνδιαφέροντος παρὰ τοῦ κοινοῦ, τὸ ὁποῖον παρακολουθεῖ τὰς ἐξελίξεις. bbox=[547, 1217, 671, 1313]
section-title: Ἡ Βασίλισσα τῶν Ἀθηνῶν τοῦ 1929 bbox=[563, 914, 654, 934]
body-text: καὶ τὰ σχετικὰ ζητήματα ἐξετάζονται ὑπὸ τῆς ἁρμοδίας ἐπιτροπῆς, ἡ ὁποία θὰ ὑποβάλῃ τὰς προτάσεις της εἰς τὴν Κυβέρνησιν ἐντὸς τῶν προσεχῶν ἡμερῶν. Ἡ ἀπόφασις ἀναμένεται μετ' ἐνδιαφέροντος παρὰ τοῦ κοινοῦ, τὸ ὁποῖον παρακολουθεῖ τὰς ἐξελίξεις. bbox=[25, 1727, 142, 1843]
body-text: καὶ τὰ σχετικὰ ζητήματα ἐξετάζονται ὑπὸ τῆς ἁρμοδίας ἐπιτροπῆς, ἡ ὁποία θὰ ὑποβάλῃ τὰς προτάσεις της εἰς τὴν Κυβέρνησιν ἐντὸς τῶν προσεχῶν ἡμερῶν. Ἡ ἀπόφασις ἀναμένεται μετ' ἐνδιαφέροντος παρὰ τοῦ κοινοῦ, τὸ ὁποῖον παρακολουθεῖ τὰς ἐξελίξεις. bbox=[858, 2010, 970, 2126]
ad-line: ΥΠΟΔΗΜΑΤΩΝ bbox=[864, 1596, 997, 1615]
body-text: καὶ τὰ σχετικὰ ζητήματα ἐξετάζονται ὑπὸ τῆς ἁρμοδίας ἐπιτροπῆς, ἡ ὁποία θὰ ὑποβάλῃ τὰς προτάσεις της εἰς τὴν Κυβέρνησιν ἐντὸς τῶν προσεχῶν ἡμερῶν. Ἡ ἀπόφασις ἀναμένεται μετ' ἐνδιαφέροντος παρὰ τοῦ κοινοῦ, τὸ ὁποῖον παρακολουθεῖ τὰς ἐξελίξεις. bbox=[858, 845, 970, 961]
body-text: Ἡ πρώτη προβολὴ ἐπὶ τῆς ταινίας ἐγένετο εἰς τὰ Παρισίους. bbox=[412, 644, 537, 672]
item-text: Ὁ κ. Βενιζέλος, εἰς ἀπεσχεσμένην ἀπὸ πολλῶν ἐπαλήθειαν, παρεῖχεν νέας ὑποσχέσεις περὶ βελτιώσεως τῆς θέσεως τῶν. bbox=[25, 642, 142, 690]
body-text: καὶ τὰ σχετικὰ ζητήματα ἐξετάζονται ὑπὸ τῆς ἁρμοδίας ἐπιτροπῆς, ἡ ὁποία θὰ ὑποβάλῃ τὰς προτάσεις της εἰς τὴν Κυβέρνησιν ἐντὸς τῶν προσεχῶν ἡμερῶν. Ἡ ἀπόφασις ἀναμένεται μετ' ἐνδιαφέροντος παρὰ τοῦ κοινοῦ, τὸ ὁποῖον παρακολουθεῖ τὰς ἐξελίξεις. bbox=[412, 1066, 537, 1163]
photo-caption: Ἡ δ. Φιφὴ Πετρίδη bbox=[681, 634, 749, 642]
sketch-portrait-2 bbox=[681, 649, 775, 818]
body-text: καὶ τὰ σχετικὰ ζητήματα ἐξετάζονται ὑπὸ τῆς ἁρμοδίας ἐπιτροπῆς, ἡ ὁποία θὰ ὑποβάλῃ τὰς προτάσεις της εἰς τὴν Κυβέρνησιν ἐντὸς τῶν προσεχῶν ἡμερῶν. Ἡ ἀπόφασις ἀναμένεται μετ' ἐνδιαφέροντος παρὰ τοῦ κοινοῦ, τὸ ὁποῖον παρακολουθεῖ τὰς ἐξελίξεις. bbox=[547, 1317, 671, 1414]
kicker: Ἕνα 24ωρο στὰ κοσμικὰ bbox=[277, 115, 402, 125]
body-text: καὶ τὰ σχετικὰ ζητήματα ἐξετάζονται ὑπὸ τῆς ἁρμοδίας ἐπιτροπῆς, ἡ ὁποία θὰ ὑποβάλῃ τὰς προτάσεις της εἰς τὴν Κυβέρνησιν ἐντὸς τῶν προσεχῶν ἡμερῶν. Ἡ ἀπόφασις ἀναμένεται μετ' ἐνδιαφέροντος παρὰ τοῦ κοινοῦ, τὸ ὁποῖον παρακολουθεῖ τὰς ἐξελίξεις. bbox=[681, 303, 848, 371]
section-title: Ἐκδόσεις bbox=[450, 1031, 499, 1041]
body-text: καὶ τὰ σχετικὰ ζητήματα ἐξετάζονται ὑπὸ τῆς ἁρμοδίας ἐπιτροπῆς, ἡ ὁποία θὰ ὑποβάλῃ τὰς προτάσεις της εἰς τὴν Κυβέρνησιν ἐντὸς τῶν προσεχῶν ἡμερῶν. Ἡ ἀπόφασις ἀναμένεται μετ' ἐνδιαφέροντος παρὰ τοῦ κοινοῦ, τὸ ὁποῖον παρακολουθεῖ τὰς ἐξελίξεις. bbox=[858, 725, 970, 841]
body-text: καὶ τὰ σχετικὰ ζητήματα ἐξετάζονται ὑπὸ τῆς ἁρμοδίας ἐπιτροπῆς, ἡ ὁποία θὰ ὑποβάλῃ τὰς προτάσεις της εἰς τὴν Κυβέρνησιν ἐντὸς τῶν προσεχῶν ἡμερῶν. Ἡ ἀπόφασις ἀναμένεται μετ' ἐνδιαφέροντος παρὰ τοῦ κοινοῦ, τὸ ὁποῖον παρακολουθεῖ τὰς ἐξελίξεις. bbox=[547, 969, 671, 1065]
body-text: καὶ τὰ σχετικὰ ζητήματα ἐξετάζονται ὑπὸ τῆς ἁρμοδίας ἐπιτροπῆς, ἡ ὁποία θὰ ὑποβάλῃ τὰς προτάσεις της εἰς τὴν Κυβέρνησιν ἐντὸς τῶν προσεχῶν ἡμερῶν. Ἡ ἀπόφασις ἀναμένεται μετ' ἐνδιαφέροντος παρὰ τοῦ κοινοῦ, τὸ ὁποῖον παρακολουθεῖ τὰς ἐξελίξεις. bbox=[277, 1394, 402, 1491]
body-text: καὶ τὰ σχετικὰ ζητήματα ἐξετάζονται ὑπὸ τῆς ἁρμοδίας ἐπιτροπῆς, ἡ ὁποία θὰ ὑποβάλῃ τὰς προτάσεις της εἰς τὴν Κυβέρνησιν ἐντὸς τῶν προσεχῶν ἡμερῶν. Ἡ ἀπόφασις ἀναμένεται μετ' ἐνδιαφέροντος παρὰ τοῦ κοινοῦ, τὸ ὁποῖον παρακολουθεῖ τὰς ἐξελίξεις. bbox=[25, 1280, 142, 1396]
body-text: καὶ τὰ σχετικὰ ζητήματα ἐξετάζονται ὑπὸ τῆς ἁρμοδίας ἐπιτροπῆς, ἡ ὁποία θὰ ὑποβάλῃ τὰς προτάσεις της εἰς τὴν Κυβέρνησιν ἐντὸς τῶν προσεχῶν ἡμερῶν. Ἡ ἀπόφασις ἀναμένεται μετ' ἐνδιαφέροντος παρὰ τοῦ κοινοῦ, τὸ ὁποῖον παρακολουθεῖ τὰς ἐξελίξεις. bbox=[25, 2087, 142, 2203]
body-text: καὶ τὰ σχετικὰ ζητήματα ἐξετάζονται ὑπὸ τῆς ἁρμοδίας ἐπιτροπῆς, ἡ ὁποία θὰ ὑποβάλῃ τὰς προτάσεις της εἰς τὴν Κυβέρνησιν ἐντὸς τῶν προσεχῶν ἡμερῶν. Ἡ ἀπόφασις ἀναμένεται μετ' ἐνδιαφέροντος παρὰ τοῦ κοινοῦ, τὸ ὁποῖον παρακολουθεῖ τὰς ἐξελίξεις. bbox=[25, 2326, 142, 2442]
body-text: καὶ τὰ σχετικὰ ζητήματα ἐξετάζονται ὑπὸ τῆς ἁρμοδίας ἐπιτροπῆς, ἡ ὁποία θὰ ὑποβάλῃ τὰς προτάσεις της εἰς τὴν Κυβέρνησιν ἐντὸς τῶν προσεχῶν ἡμερῶν. Ἡ ἀπόφασις ἀναμένεται μετ' ἐνδιαφέροντος παρὰ τοῦ κοινοῦ, τὸ ὁποῖον παρακολουθεῖ τὰς ἐξελίξεις. bbox=[858, 486, 970, 602]
item-title: ΠΕΡΙ ΓΕΡΟΥΣΙΑΣ bbox=[25, 275, 99, 285]
page-number: 2 bbox=[25, 5, 35, 21]
body-text: καὶ τὰ σχετικὰ ζητήματα ἐξετάζονται ὑπὸ τῆς ἁρμοδίας ἐπιτροπῆς, ἡ ὁποία θὰ ὑποβάλῃ τὰς προτάσεις της εἰς τὴν Κυβέρνησιν ἐντὸς τῶν προσεχῶν ἡμερῶν. Ἡ ἀπόφασις ἀναμένεται μετ' ἐνδιαφέροντος παρὰ τοῦ κοινοῦ, τὸ ὁποῖον παρακολουθεῖ τὰς ἐξελίξεις. bbox=[277, 472, 402, 569]
ad-line: Διάφορες Φόρμες bbox=[864, 1527, 964, 1540]
body-text: Σήμερον ὁ θίασος εἰς τὸ Ὀλύμπια δίδει τὴν ἐκπληκτικὴν μελοδραματικὴν παράστασιν. bbox=[412, 788, 537, 827]
body-text: καὶ τὰ σχετικὰ ζητήματα ἐξετάζονται ὑπὸ τῆς ἁρμοδίας ἐπιτροπῆς, ἡ ὁποία θὰ ὑποβάλῃ τὰς προτάσεις της εἰς τὴν Κυβέρνησιν ἐντὸς τῶν προσεχῶν ἡμερῶν. Ἡ ἀπόφασις ἀναμένεται μετ' ἐνδιαφέροντος παρὰ τοῦ κοινοῦ, τὸ ὁποῖον παρακολουθεῖ τὰς ἐξελίξεις. bbox=[277, 1293, 402, 1390]
photo-caption: Ἡ δ. Ἄλίκη Λαλαουνίου bbox=[681, 1078, 767, 1087]
body-text: καὶ τὰ σχετικὰ ζητήματα ἐξετάζονται ὑπὸ τῆς ἁρμοδίας ἐπιτροπῆς, ἡ ὁποία θὰ ὑποβάλῃ τὰς προτάσεις της εἰς τὴν Κυβέρνησιν ἐντὸς τῶν προσεχῶν ἡμερῶν. Ἡ ἀπόφασις ἀναμένεται μετ' ἐνδιαφέροντος παρὰ τοῦ κοινοῦ, τὸ ὁποῖον παρακολουθεῖ τὰς ἐξελίξεις. bbox=[412, 396, 537, 493]
body-text: καὶ τὰ σχετικὰ ζητήματα ἐξετάζονται ὑπὸ τῆς ἁρμοδίας ἐπιτροπῆς, ἡ ὁποία θὰ ὑποβάλῃ τὰς προτάσεις της εἰς τὴν Κυβέρνησιν ἐντὸς τῶν προσεχῶν ἡμερῶν. Ἡ ἀπόφασις ἀναμένεται μετ' ἐνδιαφέροντος παρὰ τοῦ κοινοῦ, τὸ ὁποῖον παρακολουθεῖ τὰς ἐξελίξεις. bbox=[547, 453, 671, 549]
column-5 bbox=[547, 112, 671, 1482]
article-title: Η ΑΦΡΟΔΙΤΗ ΤΗΣ ΜΗΛΟΥ bbox=[426, 127, 523, 150]
item-title: ΕΙΣ ΦΥΓΗΝ... bbox=[25, 1400, 83, 1409]
article-title: ΟΙ ΣΥΝΤΑΞΙΟΥΧΟΙ bbox=[559, 127, 658, 139]
section-title: Πιθανόν συνελεύσεως bbox=[153, 1486, 267, 1496]
body-text: καὶ τὰ σχετικὰ ζητήματα ἐξετάζονται ὑπὸ τῆς ἁρμοδίας ἐπιτροπῆς, ἡ ὁποία θὰ ὑποβάλῃ τὰς προτάσεις της εἰς τὴν Κυβέρνησιν ἐντὸς τῶν προσεχῶν ἡμερῶν. Ἡ ἀπόφασις ἀναμένεται μετ' ἐνδιαφέροντος παρὰ τοῦ κοινοῦ, τὸ ὁποῖον παρακολουθεῖ τὰς ἐξελίξεις. bbox=[25, 1160, 142, 1276]
item-title: ΤΙ ΘΑ ΓΙΝΗ; bbox=[25, 468, 77, 477]
body-text: καὶ τὰ σχετικὰ ζητήματα ἐξετάζονται ὑπὸ τῆς ἁρμοδίας ἐπιτροπῆς, ἡ ὁποία θὰ ὑποβάλῃ τὰς προτάσεις της εἰς τὴν Κυβέρνησιν ἐντὸς τῶν προσεχῶν ἡμερῶν. Ἡ ἀπόφασις ἀναμένεται μετ' ἐνδιαφέροντος παρὰ τοῦ κοινοῦ, τὸ ὁποῖον παρακολουθεῖ τὰς ἐξελίξεις. bbox=[152, 1650, 267, 1766]
column-7 bbox=[858, 94, 997, 2492]
column-rule bbox=[407, 31, 408, 1401]
body-text: Ὁ Μακεδονικὸς χορὸς εἶναι μιὰ γιορτὴ τῆς παράδοσης, ὅπου ἡ ἑλληνικὴ ζωὴ ζωντανεύει μὲ τὰ πανέμορφα κοστούμια. bbox=[681, 112, 848, 142]
item-title: ΤΑ ΕΛΛΗΝΟΤΟΥΡΚΙΚΑ bbox=[25, 814, 125, 823]
body-text: καὶ τὰ σχετικὰ ζητήματα ἐξετάζονται ὑπὸ τῆς ἁρμοδίας ἐπιτροπῆς, ἡ ὁποία θὰ ὑποβάλῃ τὰς προτάσεις της εἰς τὴν Κυβέρνησιν ἐντὸς τῶν προσεχῶν ἡμερῶν. Ἡ ἀπόφασις ἀναμένεται μετ' ἐνδιαφέροντος παρὰ τοῦ κοινοῦ, τὸ ὁποῖον παρακολουθεῖ τὰς ἐξελίξεις. bbox=[277, 673, 402, 770]
body-text: καὶ τὰ σχετικὰ ζητήματα ἐξετάζονται ὑπὸ τῆς ἁρμοδίας ἐπιτροπῆς, ἡ ὁποία θὰ ὑποβάλῃ τὰς προτάσεις της εἰς τὴν Κυβέρνησιν ἐντὸς τῶν προσεχῶν ἡμερῶν. Ἡ ἀπόφασις ἀναμένεται μετ' ἐνδιαφέροντος παρὰ τοῦ κοινοῦ, τὸ ὁποῖον παρακολουθεῖ τὰς ἐξελίξεις. bbox=[152, 943, 267, 1059]
body-text: καὶ τὰ σχετικὰ ζητήματα ἐξετάζονται ὑπὸ τῆς ἁρμοδίας ἐπιτροπῆς, ἡ ὁποία θὰ ὑποβάλῃ τὰς προτάσεις της εἰς τὴν Κυβέρνησιν ἐντὸς τῶν προσεχῶν ἡμερῶν. Ἡ ἀπόφασις ἀναμένεται μετ' ἐνδιαφέροντος παρὰ τοῦ κοινοῦ, τὸ ὁποῖον παρακολουθεῖ τὰς ἐξελίξεις. bbox=[25, 694, 142, 810]
column-rule bbox=[147, 31, 148, 1401]
body-text: Κατὰ τὴν στατιστικὴν ἀρχήν, ἀπὸ τοῦ Μαρτίου 1927 μέχρι τέλους τοῦ παρελθόντος ἔτους ἐγένοντο 259 κλοπαί. bbox=[277, 329, 402, 368]
ad-shop-name: ΚΩΝΣΤ. ΚΑΛΟΓΗΡΟΥ bbox=[864, 1640, 965, 1680]
body-text: τὴν ἑλληνικὴν ζωὴν καὶ γιορτὴ καὶ στὶς μουσικὲς ἁρμονίες. bbox=[858, 94, 970, 122]
section-title: Ἡ συνέχεια τῆς ἐκθέσεως bbox=[300, 773, 380, 793]
article-title: Η 6η ΔΗΜΟΤΙΚΗ ΣΧΟΛΗ ΘΗΛΕΩΝ bbox=[554, 399, 663, 419]
ad-line: Ἐλαφρὰ — Κομψὰ — Μοντέρνα bbox=[868, 1490, 960, 1515]
masthead bbox=[25, 4, 968, 24]
body-text: καὶ τὰ σχετικὰ ζητήματα ἐξετάζονται ὑπὸ τῆς ἁρμοδίας ἐπιτροπῆς, ἡ ὁποία θὰ ὑποβάλῃ τὰς προτάσεις της εἰς τὴν Κυβέρνησιν ἐντὸς τῶν προσεχῶν ἡμερῶν. Ἡ ἀπόφασις ἀναμένεται μετ' ἐνδιαφέροντος παρὰ τοῦ κοινοῦ, τὸ ὁποῖον παρακολουθεῖ τὰς ἐξελίξεις. bbox=[152, 551, 267, 667]
section-title: Μικρὰ θεατρικά bbox=[433, 776, 516, 786]
body-text: καὶ τὰ σχετικὰ ζητήματα ἐξετάζονται ὑπὸ τῆς ἁρμοδίας ἐπιτροπῆς, ἡ ὁποία θὰ ὑποβάλῃ τὰς προτάσεις της εἰς τὴν Κυβέρνησιν ἐντὸς τῶν προσεχῶν ἡμερῶν. Ἡ ἀπόφασις ἀναμένεται μετ' ἐνδιαφέροντος παρὰ τοῦ κοινοῦ, τὸ ὁποῖον παρακολουθεῖ τὰς ἐξελίξεις. bbox=[25, 987, 142, 1103]
column-rule bbox=[853, 31, 854, 1401]
body-text: καὶ τὰ σχετικὰ ζητήματα ἐξετάζονται ὑπὸ τῆς ἁρμοδίας ἐπιτροπῆς, ἡ ὁποία θὰ ὑποβάλῃ τὰς προτάσεις της εἰς τὴν Κυβέρνησιν ἐντὸς τῶν προσεχῶν ἡμερῶν. Ἡ ἀπόφασις ἀναμένεται μετ' ἐνδιαφέροντος παρὰ τοῦ κοινοῦ, τὸ ὁποῖον παρακολουθεῖ τὰς ἐξελίξεις. bbox=[277, 228, 402, 325]
section-title: Ἡ Ἀφροδίτη ἐνόργητο bbox=[418, 631, 530, 642]
item-text: Ὁ φόβος τῶν Ταταούλων θὰ εἶναι μάταιος. Αἱ διαπραγματεύσεις συνεχίζονται κανονικῶς. bbox=[25, 825, 142, 863]
woman-costume-icon bbox=[681, 649, 775, 818]
article-title: ΕΛΛΗΝΙΚΗ ΔΗΜΟΚΡΑΤΙΑ bbox=[858, 1717, 970, 1726]
body-text: καὶ τὰ σχετικὰ ζητήματα ἐξετάζονται ὑπὸ τῆς ἁρμοδίας ἐπιτροπῆς, ἡ ὁποία θὰ ὑποβάλῃ τὰς προτάσεις της εἰς τὴν Κυβέρνησιν ἐντὸς τῶν προσεχῶν ἡμερῶν. Ἡ ἀπόφασις ἀναμένεται μετ' ἐνδιαφέροντος παρὰ τοῦ κοινοῦ, τὸ ὁποῖον παρακολουθεῖ τὰς ἐξελίξεις. bbox=[277, 1553, 402, 1650]
woman-headdress-icon bbox=[702, 933, 827, 1076]
article-subtitle: ΚΑΙ Ο ΚΙΝΗΜΑΤΟΓΡΑΦΙΚΟΣ ΣΕΞΙΣ ΤΗΣ bbox=[413, 154, 536, 172]
body-text: Οἱ διαρρήκται κατεστήματα καὶ χρηματοκιβωτίων εἰς τὰ συνοικίας. bbox=[277, 1260, 402, 1290]
body-text: καὶ τὰ σχετικὰ ζητήματα ἐξετάζονται ὑπὸ τῆς ἁρμοδίας ἐπιτροπῆς, ἡ ὁποία θὰ ὑποβάλῃ τὰς προτάσεις της εἰς τὴν Κυβέρνησιν ἐντὸς τῶν προσεχῶν ἡμερῶν. Ἡ ἀπόφασις ἀναμένεται μετ' ἐνδιαφέροντος παρὰ τοῦ κοινοῦ, τὸ ὁποῖον παρακολουθεῖ τὰς ἐξελίξεις. bbox=[858, 366, 970, 482]
body-text: καὶ τὰ σχετικὰ ζητήματα ἐξετάζονται ὑπὸ τῆς ἁρμοδίας ἐπιτροπῆς, ἡ ὁποία θὰ ὑποβάλῃ τὰς προτάσεις της εἰς τὴν Κυβέρνησιν ἐντὸς τῶν προσεχῶν ἡμερῶν. Ἡ ἀπόφασις ἀναμένεται μετ' ἐνδιαφέροντος παρὰ τοῦ κοινοῦ, τὸ ὁποῖον παρακολουθεῖ τὰς ἐξελίξεις. bbox=[25, 1444, 142, 1560]
item-text: Ὁ κ. Βενιζέλος ἐδήλωσεν εἰς τὴν Βουλὴν ὅτι δὲν θὰ ἀναβληθῇ ἡ ἐκλογὴ τῆς Γερουσίας. Οὐδεὶς ἔχει ἀμφιβολίαν διὰ τὰς ἐπιχειρήσεις. bbox=[25, 286, 142, 344]
shoes-advertisement bbox=[858, 1445, 997, 1711]
